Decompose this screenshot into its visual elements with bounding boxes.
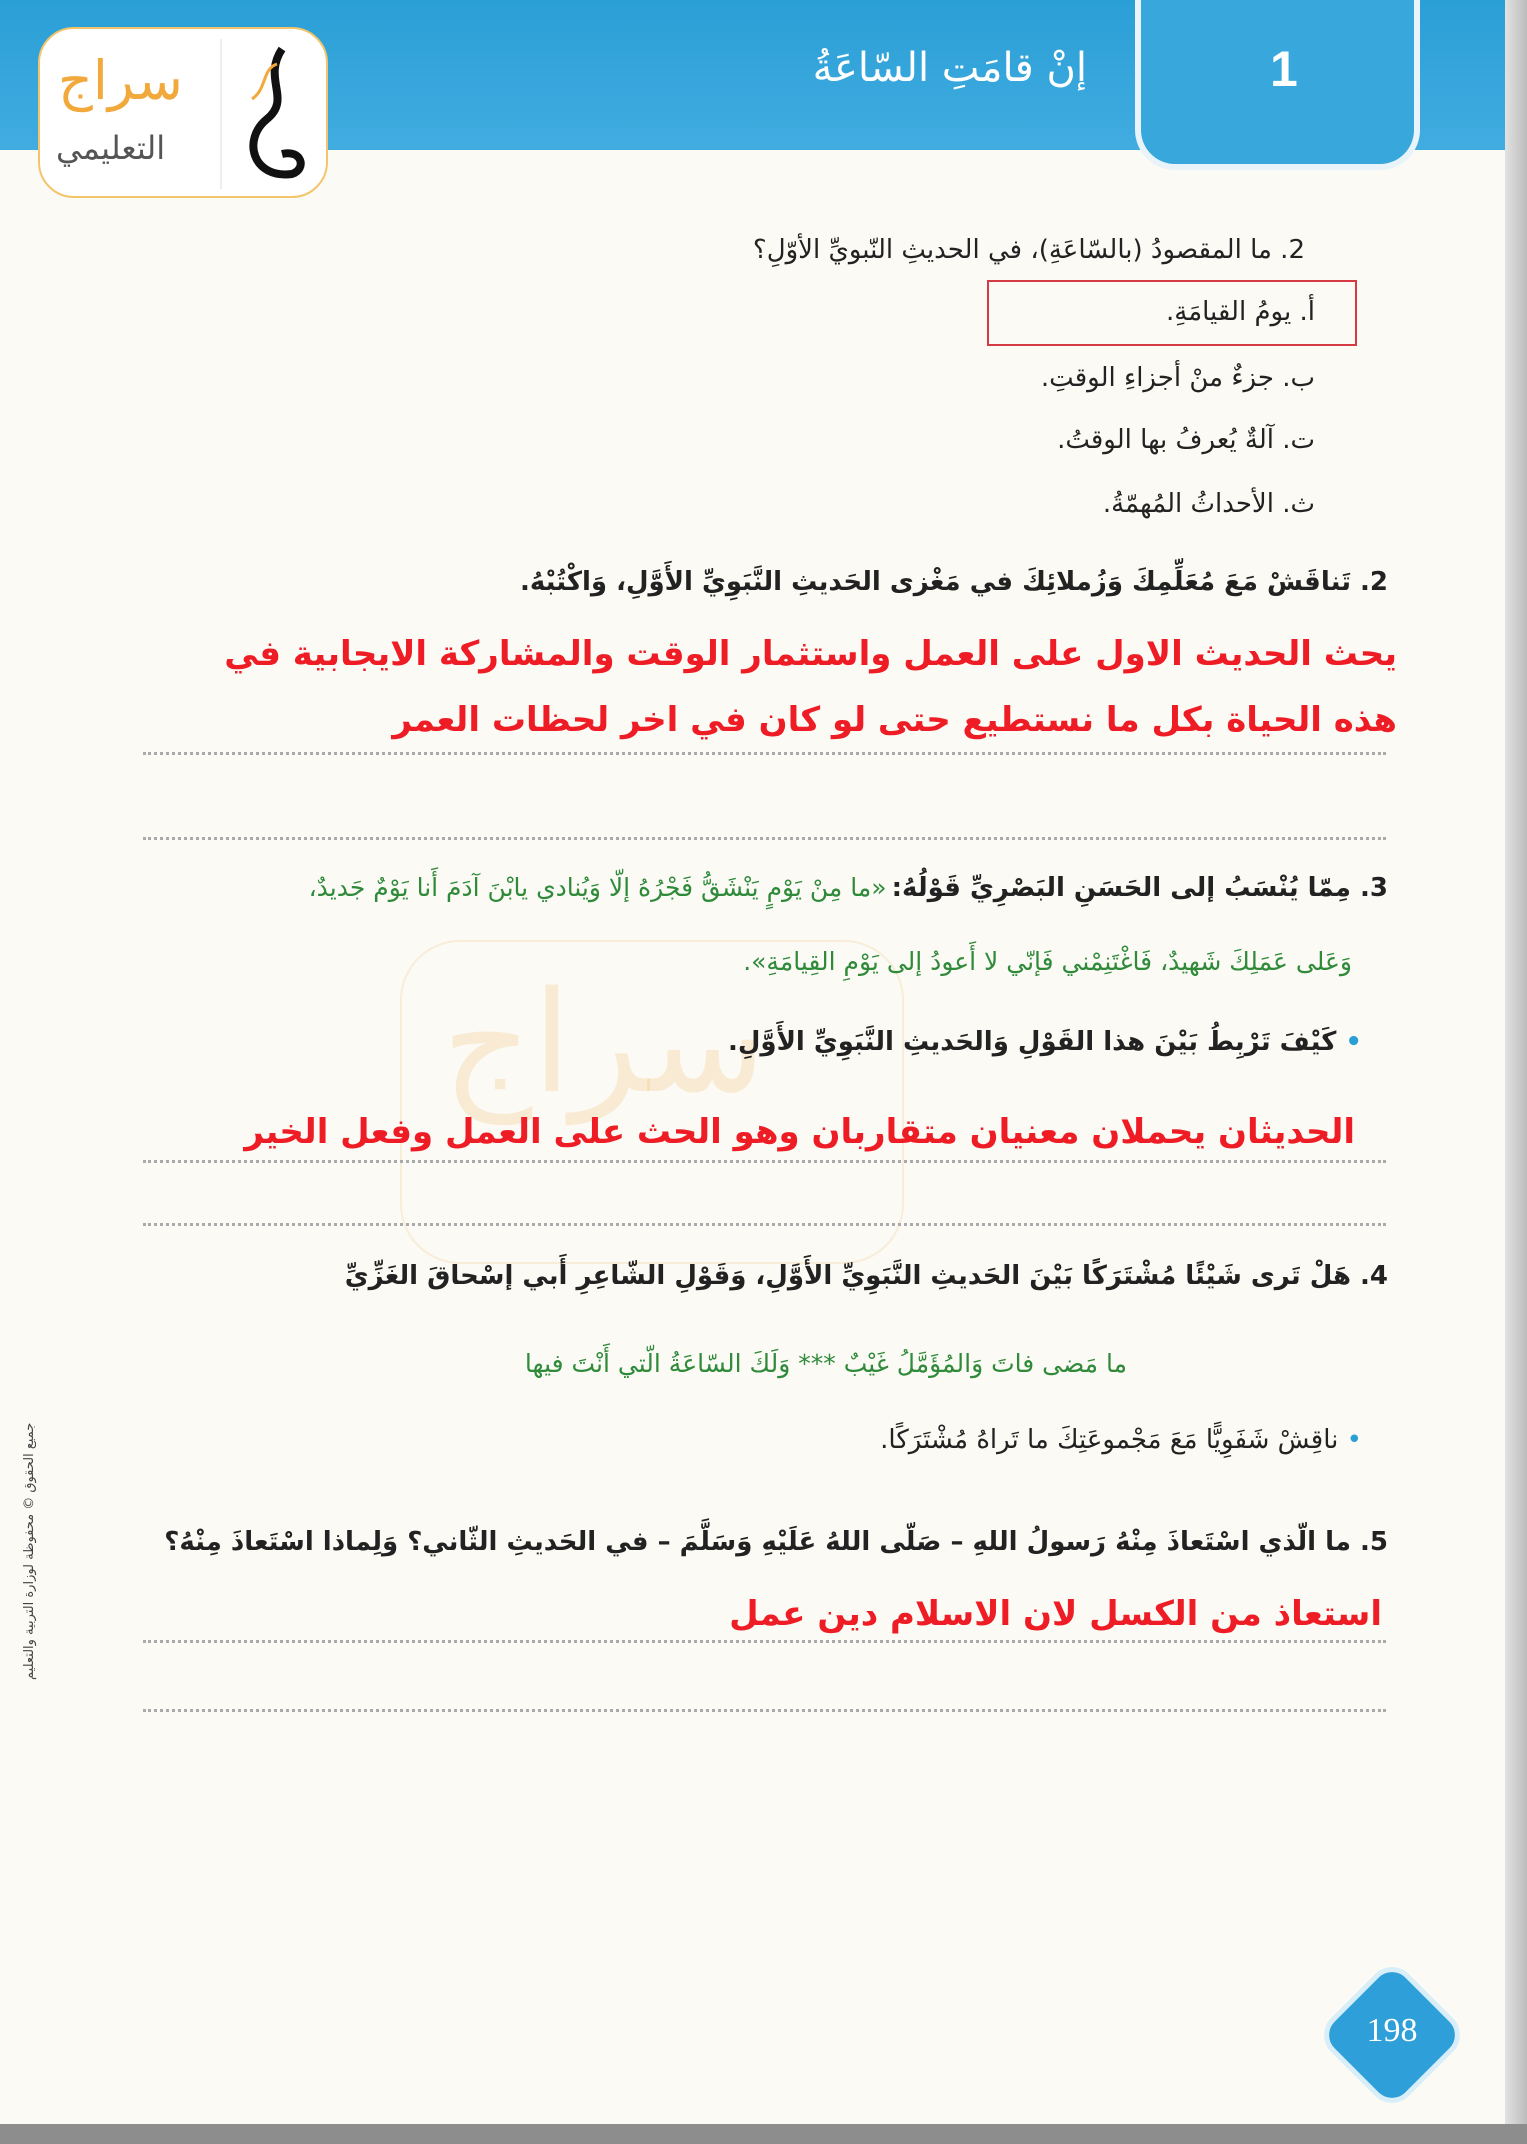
q4-question: 4. هَلْ تَرى شَيْئًا مُشْتَرَكًا بَيْنَ الحَديثِ النَّبَوِيِّ الأَوَّلِ، وَقَوْلِ الشّاعِرِ أَبي إسْحاقَ الغَزِّيِّ — [344, 1261, 1388, 1291]
q3-intro: 3. مِمّا يُنْسَبُ إلى الحَسَنِ البَصْرِيِّ قَوْلُهُ: — [891, 873, 1388, 903]
q3-question — [110, 872, 1388, 906]
option-b — [110, 362, 1315, 396]
q2a-question: 2. ما المقصودُ (بالسّاعَةِ)، في الحديثِ النّبويِّ الأوّلِ؟ — [752, 235, 1305, 265]
option-letter: ب. — [1282, 363, 1315, 393]
logo-name: سراج — [58, 49, 183, 112]
option-text: يومُ القيامَةِ. — [1166, 297, 1292, 327]
logo-calligraphy-icon — [220, 39, 317, 189]
option-text: جزءٌ منْ أجزاءِ الوقتِ. — [1040, 363, 1274, 393]
q4-bullet — [110, 1424, 1362, 1458]
q2-answer-line2: هذه الحياة بكل ما نستطيع حتى لو كان في اخر لحظات العمر — [392, 700, 1397, 740]
bullet-icon: • — [1336, 1027, 1362, 1057]
option-letter: ت. — [1282, 425, 1315, 455]
q3-answer: الحديثان يحملان معنيان متقاربان وهو الحث على العمل وفعل الخير — [244, 1112, 1355, 1152]
copyright-notice: جميع الحقوق © محفوظة لوزارة التربية والتعليم — [22, 1422, 37, 1680]
q3-bullet — [110, 1026, 1362, 1060]
answer-line — [143, 1709, 1386, 1712]
watermark — [400, 940, 904, 1264]
answer-line — [143, 837, 1386, 840]
option-letter: أ. — [1299, 297, 1315, 327]
q3-quote-line2: وَعَلى عَمَلِكَ شَهيدٌ، فَاغْتَنِمْني فَإنّي لا أَعودُ إلى يَوْمِ القِيامَةِ». — [743, 947, 1352, 976]
q2-answer-line1: يحث الحديث الاول على العمل واستثمار الوقت والمشاركة الايجابية في — [224, 634, 1397, 674]
option-text: الأحداثُ المُهمّةُ. — [1102, 489, 1274, 519]
option-letter: ث. — [1282, 489, 1315, 519]
page-edge — [1505, 0, 1527, 2124]
unit-number: 1 — [1270, 41, 1298, 97]
option-t — [110, 424, 1315, 458]
q3-quote-line1: «ما مِنْ يَوْمٍ يَنْشَقُّ فَجْرُهُ إلّا وَيُنادي يابْنَ آدَمَ أَنا يَوْمٌ جَديدٌ، — [308, 873, 887, 902]
q2-question: 2. تَناقَشْ مَعَ مُعَلِّمِكَ وَزُملائِكَ في مَغْزى الحَديثِ النَّبَوِيِّ الأَوَّلِ، وَاكْتُبْهُ. — [519, 567, 1388, 597]
answer-line — [143, 1640, 1386, 1643]
option-text: آلةٌ يُعرفُ بها الوقتُ. — [1057, 425, 1274, 455]
q4-verse: ما مَضى فاتَ وَالمُؤَمَّلُ غَيْبٌ *** وَلَكَ السّاعَةُ الّتي أَنْتَ فيها — [524, 1349, 1127, 1378]
page-number: 198 — [1366, 2012, 1418, 2049]
logo-subtitle: التعليمي — [56, 129, 166, 167]
bullet-icon: • — [1338, 1425, 1362, 1455]
answer-line — [143, 752, 1386, 755]
logo — [38, 27, 328, 198]
answer-line — [143, 1223, 1386, 1226]
q5-question: 5. ما الّذي اسْتَعاذَ مِنْهُ رَسولُ اللهِ – صَلّى اللهُ عَلَيْهِ وَسَلَّمَ – في الحَديثِ الثّاني؟ وَلِماذا اسْتَعاذَ مِنْهُ؟ — [164, 1527, 1388, 1557]
watermark-text: سراج — [442, 962, 766, 1125]
option-th — [110, 488, 1315, 522]
q4-bullet-text: ناقِشْ شَفَوِيًّا مَعَ مَجْموعَتِكَ ما تَراهُ مُشْتَرَكًا. — [880, 1425, 1339, 1455]
lesson-title: إنْ قامَتِ السّاعَةُ — [812, 45, 1087, 91]
scan-bottom-edge — [0, 2124, 1527, 2144]
q3-bullet-text: كَيْفَ تَرْبِطُ بَيْنَ هذا القَوْلِ وَالحَديثِ النَّبَوِيِّ الأَوَّلِ. — [727, 1027, 1337, 1057]
answer-line — [143, 1160, 1386, 1163]
option-a — [110, 296, 1315, 330]
q5-answer: استعاذ من الكسل لان الاسلام دين عمل — [729, 1594, 1382, 1634]
